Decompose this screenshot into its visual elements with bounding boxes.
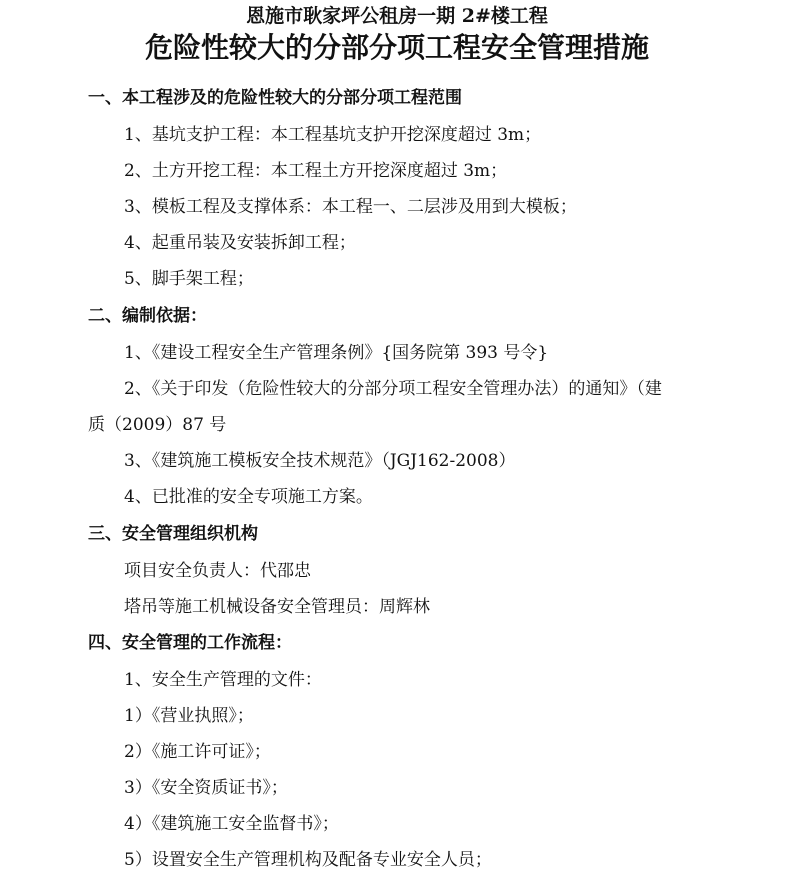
list-item: 4、起重吊装及安装拆卸工程； [124,233,356,253]
list-item: 3、模板工程及支撑体系：本工程一、二层涉及用到大模板； [124,197,577,217]
list-item: 5、脚手架工程； [124,269,254,289]
list-item: 5）设置安全生产管理机构及配备专业安全人员； [124,850,492,870]
list-item: 塔吊等施工机械设备安全管理员：周辉林 [124,597,430,617]
section-heading: 二、编制依据： [88,306,207,326]
list-item: 1、基坑支护工程：本工程基坑支护开挖深度超过 3m； [124,125,542,145]
list-item: 2）《施工许可证》； [124,742,271,762]
list-item: 4、已批准的安全专项施工方案。 [124,487,373,507]
section-heading: 一、本工程涉及的危险性较大的分部分项工程范围 [88,88,462,108]
document-title: 危险性较大的分部分项工程安全管理措施 [144,31,649,64]
section-heading: 四、安全管理的工作流程： [88,633,292,653]
section-heading: 三、安全管理组织机构 [88,524,258,544]
list-item: 1）《营业执照》； [124,706,254,726]
list-item: 项目安全负责人：代邵忠 [124,561,311,581]
list-item: 4）《建筑施工安全监督书》； [124,814,339,834]
list-item: 3）《安全资质证书》； [124,778,288,798]
list-item: 2、土方开挖工程：本工程土方开挖深度超过 3m； [124,161,508,181]
list-item: 2、《关于印发（危险性较大的分部分项工程安全管理办法）的通知》（建 [124,379,662,399]
list-item: 1、《建设工程安全生产管理条例》{国务院第 393 号令} [124,343,549,363]
project-name: 恩施市耿家坪公租房一期 2#楼工程 [246,5,548,27]
list-item: 3、《建筑施工模板安全技术规范》（JGJ162-2008） [124,451,516,471]
list-item-continuation: 质（2009）87 号 [88,415,227,435]
list-item: 1、安全生产管理的文件： [124,670,322,690]
